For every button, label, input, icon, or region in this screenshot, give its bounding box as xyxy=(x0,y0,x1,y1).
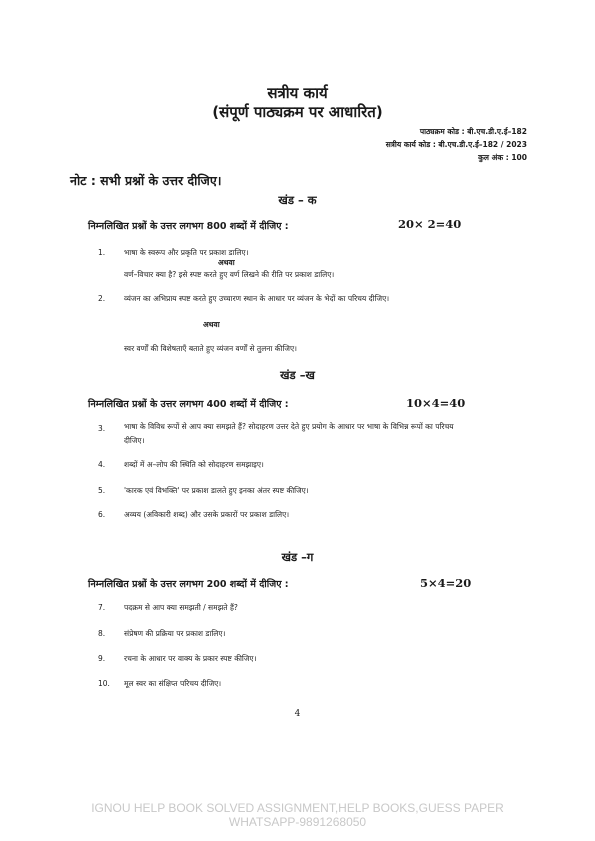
section-heading-a: खंड – क xyxy=(278,193,317,207)
question-number: 8. xyxy=(98,629,106,638)
question-number: 7. xyxy=(98,603,106,612)
question-number: 2. xyxy=(98,294,106,303)
page-number: 4 xyxy=(294,709,301,719)
page-subtitle: (संपूर्ण पाठ्यक्रम पर आधारित) xyxy=(212,103,383,121)
question-text: व्यंजन का अभिप्राय स्पष्ट करते हुए उच्चारण स्थान के आधार पर व्यंजन के भेदों का परिचय दीजिए। xyxy=(124,294,390,303)
question-number: 4. xyxy=(98,460,106,469)
question-text: भाषा के विविध रूपों से आप क्या समझते हैं? सोदाहरण उत्तर देते हुए प्रयोग के आधार पर भाषा के विभिन्न रूपों का परिचय दीजिए। xyxy=(124,422,454,445)
question-alternative: स्वर वर्णों की विशेषताएँ बताते हुए व्यंजन वर्णों से तुलना कीजिए। xyxy=(124,344,297,353)
question-text: रचना के आधार पर वाक्य के प्रकार स्पष्ट कीजिए। xyxy=(124,654,257,663)
question-number: 9. xyxy=(98,654,106,663)
question-text: अव्यय (अविकारी शब्द) और उसके प्रकारों पर प्रकाश डालिए। xyxy=(124,510,290,519)
assignment-code: सत्रीय कार्य कोड : बी.एच.डी.ए.ई–182 / 2023 xyxy=(385,140,527,149)
section-instruction-b: निम्नलिखित प्रश्नों के उत्तर लगभग 400 शब्दों में दीजिए : xyxy=(88,399,289,410)
question-text: शब्दों में अ–लोप की स्थिति को सोदाहरण समझाइए। xyxy=(124,460,264,469)
question-text: पदक्रम से आप क्या समझती / समझते हैं? xyxy=(124,603,238,612)
page-title: सत्रीय कार्य xyxy=(267,84,328,102)
section-marks-a: 20× 2=40 xyxy=(398,217,462,231)
question-number: 1. xyxy=(98,248,106,257)
question-text: मूल स्वर का संक्षिप्त परिचय दीजिए। xyxy=(124,679,222,688)
question-number: 6. xyxy=(98,510,106,519)
question-text: भाषा के स्वरूप और प्रकृति पर प्रकाश डालिए। xyxy=(124,248,249,257)
watermark-line-1: IGNOU HELP BOOK SOLVED ASSIGNMENT,HELP BOOKS,GUESS PAPER xyxy=(91,801,504,815)
section-heading-b: खंड –ख xyxy=(280,368,315,382)
or-label: अथवा xyxy=(218,258,235,267)
question-number: 5. xyxy=(98,486,106,495)
section-instruction-a: निम्नलिखित प्रश्नों के उत्तर लगभग 800 शब्दों में दीजिए : xyxy=(88,221,289,232)
question-number: 3. xyxy=(98,424,106,433)
section-instruction-c: निम्नलिखित प्रश्नों के उत्तर लगभग 200 शब्दों में दीजिए : xyxy=(88,579,289,590)
watermark-line-2: WHATSAPP-9891268050 xyxy=(228,815,367,829)
question-alternative: वर्ण–विचार क्या है? इसे स्पष्ट करते हुए वर्ण लिखने की रीति पर प्रकाश डालिए। xyxy=(124,270,335,279)
section-heading-c: खंड –ग xyxy=(281,550,314,564)
section-marks-b: 10×4=40 xyxy=(406,396,466,410)
section-marks-c: 5×4=20 xyxy=(420,576,472,590)
or-label: अथवा xyxy=(203,320,220,329)
question-text: संप्रेषण की प्रक्रिया पर प्रकाश डालिए। xyxy=(124,629,226,638)
total-marks: कुल अंक : 100 xyxy=(478,153,527,162)
course-code: पाठ्यक्रम कोड : बी.एच.डी.ए.ई–182 xyxy=(419,127,527,136)
note: नोट : सभी प्रश्नों के उत्तर दीजिए। xyxy=(70,173,222,188)
question-number: 10. xyxy=(98,679,110,688)
question-text: 'कारक एवं विभक्ति' पर प्रकाश डालते हुए इनका अंतर स्पष्ट कीजिए। xyxy=(124,486,309,495)
